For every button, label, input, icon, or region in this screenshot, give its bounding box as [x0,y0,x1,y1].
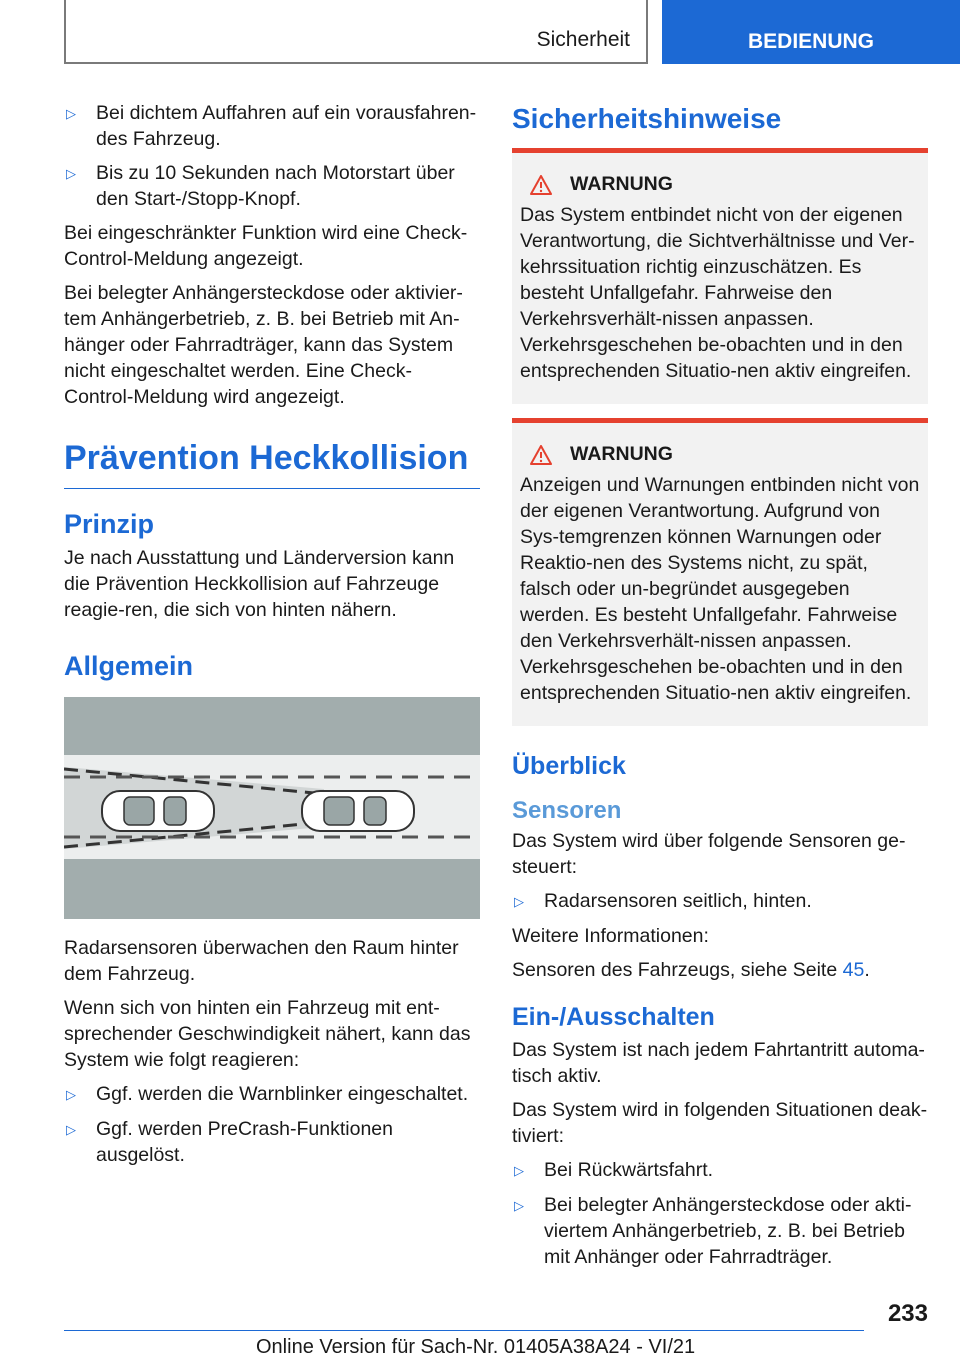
paragraph: Das System wird über folgende Sensoren ge-steuert: [512,830,906,878]
header-section-box [64,0,648,64]
triangle-bullet-icon: ▷ [514,1163,524,1178]
footer-divider [64,1330,864,1331]
section-heading-allgemein: Allgemein [64,651,194,681]
warning-text: Anzeigen und Warnungen entbinden nicht von der eigenen Verantwortung. Aufgrund von Sys-temgrenzen können Warnungen oder Reaktio-nen des Systems nicht, zu spät, falsch oder un-begründet ausgegeben werden. Es besteht Unfallgefahr. Fahrweise den Verkehrsverhält-nissen anpassen. Verkehrsgeschehen be-obachten und in den entsprechenden Situatio-nen aktiv eingreifen. [520,474,920,704]
subsection-heading-sensoren: Sensoren [512,797,622,824]
list-item: ▷ Bei Rückwärtsfahrt. [512,1157,928,1184]
list-item: ▷ Bei belegter Anhängersteckdose oder akti-viertem Anhängerbetrieb, z. B. bei Betrieb mit Anhänger oder Fahrradträger. [514,1194,912,1268]
section-heading-ein-ausschalten: Ein-/Ausschalten [512,1003,715,1031]
warning-box [512,418,928,726]
paragraph: Das System wird in folgenden Situationen deak-tiviert: [512,1099,928,1147]
list-item: ▷ Bis zu 10 Sekunden nach Motorstart über den Start-/Stopp-Knopf. [66,162,455,210]
list-item: ▷ Radarsensoren seitlich, hinten. [512,888,928,915]
paragraph: Radarsensoren überwachen den Raum hinter dem Fahrzeug. [64,937,459,985]
triangle-bullet-icon: ▷ [66,1122,76,1137]
page-title: Prävention Heckkollision [64,436,480,489]
page-reference-link[interactable]: 45 [842,959,865,981]
section-heading-ueberblick: Überblick [512,752,626,780]
paragraph: Je nach Ausstattung und Länderversion kann die Prävention Heckkollision auf Fahrzeuge reagie-ren, die sich von hinten nähern. [64,547,455,621]
rear-car-icon [102,791,214,831]
warning-label: WARNUNG [570,173,673,195]
paragraph: Bei eingeschränkter Funktion wird eine Check-Control-Meldung angezeigt. [64,222,468,270]
section-heading-prinzip: Prinzip [64,509,155,539]
paragraph: Das System ist nach jedem Fahrtantritt automa-tisch aktiv. [512,1039,925,1087]
page-number: 233 [887,1300,928,1327]
triangle-bullet-icon: ▷ [66,166,76,181]
header-chapter-tab[interactable] [662,0,960,64]
warning-text: Das System entbindet nicht von der eigenen Verantwortung, die Sichtverhältnisse und Ver-kehrssituation richtig einzuschätzen. Es besteht Unfallgefahr. Fahrweise den Verkehrsverhält-nissen anpassen. Verkehrsgeschehen be-obachten und in den entsprechenden Situatio-nen aktiv eingreifen. [520,204,915,382]
triangle-bullet-icon: ▷ [514,1198,524,1213]
triangle-bullet-icon: ▷ [514,894,524,909]
front-car-icon [302,791,414,831]
header-section-label: Sicherheit [536,28,630,51]
warning-box [512,148,928,404]
warning-label: WARNUNG [570,443,673,465]
section-title-sicherheitshinweise: Sicherheitshinweise [512,103,782,134]
header-chapter-label: BEDIENUNG [747,30,874,53]
list-item: ▷ Bei dichtem Auffahren auf ein vorausfahren-des Fahrzeug. [66,102,477,150]
paragraph: Wenn sich von hinten ein Fahrzeug mit ent-sprechender Geschwindigkeit nähert, kann das System wie folgt reagieren: [64,997,471,1071]
triangle-bullet-icon: ▷ [66,1087,76,1102]
rear-collision-illustration [64,697,480,919]
paragraph: Weitere Informationen: [512,925,709,947]
warning-triangle-icon [530,445,552,465]
list-item: ▷ Ggf. werden PreCrash-Funktionen ausgelöst. [66,1118,393,1166]
warning-triangle-icon [530,175,552,195]
list-item: ▷ Ggf. werden die Warnblinker eingeschaltet. [64,1081,480,1108]
footer-online-version: Online Version für Sach-Nr. 01405A38A24 - VI/21 [256,1336,696,1358]
paragraph: Bei belegter Anhängersteckdose oder aktivier-tem Anhängerbetrieb, z. B. bei Betrieb mit An-hänger oder Fahrradträger, kann das System nicht eingeschaltet werden. Eine Check-Control-Meldung wird angezeigt. [64,282,463,408]
triangle-bullet-icon: ▷ [66,106,76,121]
left-column [64,100,480,1176]
reference-paragraph: Sensoren des Fahrzeugs, siehe Seite 45. [512,959,870,981]
right-column [512,100,928,1278]
